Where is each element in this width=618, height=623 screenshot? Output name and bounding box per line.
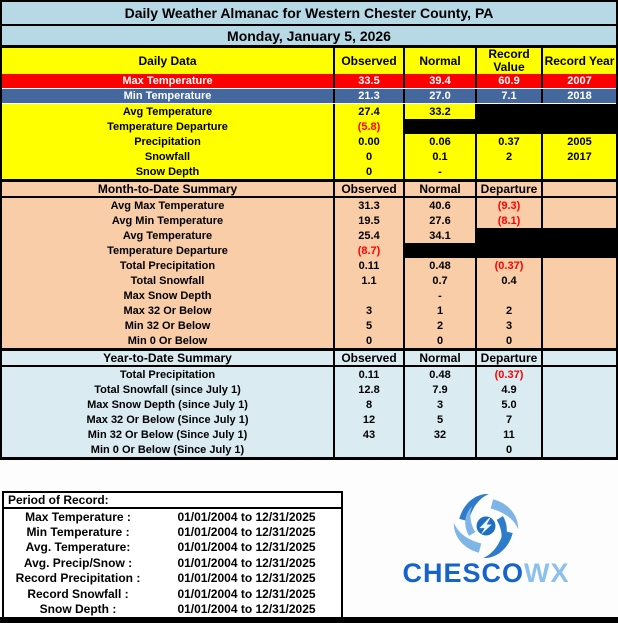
table-row-avg-temperature bbox=[2, 104, 616, 119]
cell-observed: 8 bbox=[333, 397, 403, 412]
period-row-max-temperature bbox=[4, 509, 341, 524]
cell-departure bbox=[475, 288, 541, 303]
table-row-min-0-or-below-mtd bbox=[2, 333, 616, 348]
cell-observed: 21.3 bbox=[333, 89, 403, 103]
page-title: Daily Weather Almanac for Western Chester County, PA bbox=[2, 2, 616, 24]
table-row-total-precipitation-mtd bbox=[2, 258, 616, 273]
cell-normal: 27.6 bbox=[403, 213, 475, 228]
row-label: Total Snowfall (since July 1) bbox=[94, 383, 241, 396]
column-header-observed: Observed bbox=[333, 48, 403, 74]
cell-normal: 5 bbox=[403, 412, 475, 427]
daily-header-row bbox=[2, 45, 616, 74]
cell-observed: 0 bbox=[333, 164, 403, 179]
cell-blacked-out bbox=[475, 104, 541, 119]
cell-normal: 0.1 bbox=[403, 149, 475, 164]
cell-blacked-out bbox=[475, 119, 541, 134]
cell-departure: 4.9 bbox=[475, 382, 541, 397]
cell-observed: 5 bbox=[333, 318, 403, 333]
cell-record-year: 2007 bbox=[541, 74, 616, 88]
period-label: Avg. Precip/Snow : bbox=[23, 555, 133, 570]
cell-record-year bbox=[541, 164, 616, 179]
cell-normal: 34.1 bbox=[403, 228, 475, 243]
table-row-total-snowfall-ytd bbox=[2, 382, 616, 397]
row-label: Max 32 Or Below bbox=[123, 304, 212, 317]
table-row-min-0-or-below-ytd bbox=[2, 442, 616, 457]
cell-record-value: 0.37 bbox=[475, 134, 541, 149]
period-row-snow-depth bbox=[4, 601, 341, 616]
column-header-normal: Normal bbox=[403, 182, 475, 196]
period-value: 01/01/2004 to 12/31/2025 bbox=[177, 509, 316, 524]
cell-blacked-out bbox=[475, 243, 541, 258]
row-label: Min 0 Or Below bbox=[127, 334, 208, 347]
cell-blank bbox=[541, 397, 616, 412]
table-row-precipitation bbox=[2, 134, 616, 149]
column-header-blank bbox=[541, 351, 616, 365]
table-row-avg-temperature-mtd bbox=[2, 228, 616, 243]
cell-observed: 0.11 bbox=[333, 367, 403, 382]
cell-observed: 27.4 bbox=[333, 104, 403, 119]
table-row-max-32-or-below-ytd bbox=[2, 412, 616, 427]
cell-record-value: 60.9 bbox=[475, 74, 541, 88]
cell-observed: 33.5 bbox=[333, 74, 403, 88]
cell-normal: 39.4 bbox=[403, 74, 475, 88]
cell-blacked-out bbox=[541, 243, 616, 258]
period-row-record-precipitation bbox=[4, 571, 341, 586]
cell-normal: 2 bbox=[403, 318, 475, 333]
brand-text-wx: WX bbox=[524, 558, 570, 588]
cell-normal: 32 bbox=[403, 427, 475, 442]
cell-observed: (8.7) bbox=[333, 243, 403, 258]
table-row-max-snow-depth-mtd bbox=[2, 288, 616, 303]
cell-departure: 0 bbox=[475, 442, 541, 457]
cell-observed: 3 bbox=[333, 303, 403, 318]
table-row-total-precipitation-ytd bbox=[2, 367, 616, 382]
cell-blank bbox=[541, 427, 616, 442]
cell-observed: 19.5 bbox=[333, 213, 403, 228]
cell-blacked-out bbox=[475, 228, 541, 243]
column-header-observed: Observed bbox=[333, 351, 403, 365]
period-value: 01/01/2004 to 12/31/2025 bbox=[177, 525, 316, 540]
column-header-blank bbox=[541, 182, 616, 196]
cell-normal: 1 bbox=[403, 303, 475, 318]
period-row-record-snowfall bbox=[4, 586, 341, 601]
cell-blank bbox=[541, 367, 616, 382]
cell-departure: 0.4 bbox=[475, 273, 541, 288]
period-label: Record Precipitation : bbox=[15, 571, 141, 586]
row-label: Max 32 Or Below (Since July 1) bbox=[86, 413, 249, 426]
row-label: Max Temperature bbox=[122, 75, 213, 87]
column-header-observed: Observed bbox=[333, 182, 403, 196]
cell-departure: (0.37) bbox=[475, 367, 541, 382]
row-label: Avg Min Temperature bbox=[111, 214, 224, 227]
cell-normal: 0.7 bbox=[403, 273, 475, 288]
period-of-record-title: Period of Record: bbox=[4, 493, 341, 509]
cell-observed: 12 bbox=[333, 412, 403, 427]
cell-blank bbox=[541, 318, 616, 333]
cell-observed: 0.00 bbox=[333, 134, 403, 149]
cell-departure: 7 bbox=[475, 412, 541, 427]
row-label: Min 0 Or Below (Since July 1) bbox=[90, 443, 245, 456]
period-row-avg-temperature bbox=[4, 540, 341, 555]
brand-text bbox=[366, 560, 606, 586]
cell-normal: 40.6 bbox=[403, 198, 475, 213]
cell-observed: (5.8) bbox=[333, 119, 403, 134]
period-value: 01/01/2004 to 12/31/2025 bbox=[177, 571, 316, 586]
cell-normal: 3 bbox=[403, 397, 475, 412]
cell-departure: 3 bbox=[475, 318, 541, 333]
cell-normal: 0 bbox=[403, 333, 475, 348]
cell-blacked-out bbox=[541, 104, 616, 119]
cell-normal: 27.0 bbox=[403, 89, 475, 103]
hurricane-icon bbox=[434, 494, 538, 558]
cell-blank bbox=[541, 412, 616, 427]
period-value: 01/01/2004 to 12/31/2025 bbox=[177, 602, 316, 617]
row-label: Avg Max Temperature bbox=[110, 199, 225, 212]
cell-departure: (0.37) bbox=[475, 258, 541, 273]
row-label: Temperature Departure bbox=[107, 120, 228, 133]
section-title-mtd: Month-to-Date Summary bbox=[97, 182, 238, 196]
cell-record-value: 7.1 bbox=[475, 89, 541, 103]
cell-normal bbox=[403, 442, 475, 457]
table-row-avg-min-temperature bbox=[2, 213, 616, 228]
cell-normal: - bbox=[403, 164, 475, 179]
cell-normal: 0.48 bbox=[403, 367, 475, 382]
cell-normal: - bbox=[403, 288, 475, 303]
cell-record-value bbox=[475, 164, 541, 179]
period-value: 01/01/2004 to 12/31/2025 bbox=[177, 555, 316, 570]
cell-blank bbox=[541, 258, 616, 273]
section-title-ytd: Year-to-Date Summary bbox=[103, 351, 232, 365]
cell-departure: 5.0 bbox=[475, 397, 541, 412]
cell-departure: (9.3) bbox=[475, 198, 541, 213]
column-header-normal: Normal bbox=[403, 48, 475, 74]
table-row-avg-max-temperature bbox=[2, 198, 616, 213]
row-label: Total Snowfall bbox=[130, 274, 205, 287]
cell-normal: 7.9 bbox=[403, 382, 475, 397]
period-label: Record Snowfall : bbox=[27, 586, 129, 601]
cell-blank bbox=[541, 273, 616, 288]
brand-text-chesco: CHESCO bbox=[402, 558, 524, 588]
cell-departure: (8.1) bbox=[475, 213, 541, 228]
row-label: Max Snow Depth (since July 1) bbox=[87, 398, 248, 411]
table-row-temperature-departure-mtd bbox=[2, 243, 616, 258]
cell-observed: 25.4 bbox=[333, 228, 403, 243]
row-label: Snowfall bbox=[144, 150, 191, 163]
row-label: Avg Temperature bbox=[122, 105, 213, 118]
cell-observed bbox=[333, 442, 403, 457]
period-label: Max Temperature : bbox=[25, 509, 131, 524]
cell-blank bbox=[541, 198, 616, 213]
cell-observed bbox=[333, 288, 403, 303]
cell-blank bbox=[541, 333, 616, 348]
column-header-record-value: Record Value bbox=[475, 48, 541, 74]
table-row-snowfall bbox=[2, 149, 616, 164]
bottom-border-bar bbox=[0, 617, 618, 623]
table-row-temperature-departure bbox=[2, 119, 616, 134]
column-header-record-year: Record Year bbox=[541, 48, 616, 74]
ytd-header-row bbox=[2, 348, 616, 367]
table-row-min-32-or-below-ytd bbox=[2, 427, 616, 442]
cell-record-value: 2 bbox=[475, 149, 541, 164]
cell-observed: 43 bbox=[333, 427, 403, 442]
table-row-min-temperature bbox=[2, 89, 616, 104]
cell-observed: 0.11 bbox=[333, 258, 403, 273]
table-row-snow-depth bbox=[2, 164, 616, 179]
cell-observed: 0 bbox=[333, 333, 403, 348]
row-label: Avg Temperature bbox=[122, 229, 213, 242]
cell-departure: 2 bbox=[475, 303, 541, 318]
row-label: Min Temperature bbox=[123, 90, 212, 102]
table-row-total-snowfall-mtd bbox=[2, 273, 616, 288]
table-row-max-snow-depth-ytd bbox=[2, 397, 616, 412]
cell-record-year: 2005 bbox=[541, 134, 616, 149]
period-label: Avg. Temperature: bbox=[25, 540, 131, 555]
period-row-min-temperature bbox=[4, 524, 341, 539]
row-label: Min 32 Or Below (Since July 1) bbox=[87, 428, 248, 441]
cell-blank bbox=[541, 213, 616, 228]
row-label: Total Precipitation bbox=[119, 368, 216, 381]
cell-blank bbox=[541, 382, 616, 397]
cell-normal: 0.48 bbox=[403, 258, 475, 273]
cell-blacked-out bbox=[541, 119, 616, 134]
cell-blank bbox=[541, 442, 616, 457]
cell-observed: 12.8 bbox=[333, 382, 403, 397]
row-label: Precipitation bbox=[134, 135, 201, 148]
cell-blacked-out bbox=[403, 243, 475, 258]
cell-normal: 0.06 bbox=[403, 134, 475, 149]
cell-record-year: 2017 bbox=[541, 149, 616, 164]
column-header-daily-data: Daily Data bbox=[138, 53, 197, 68]
period-label: Min Temperature : bbox=[26, 525, 130, 540]
period-value: 01/01/2004 to 12/31/2025 bbox=[177, 540, 316, 555]
table-row-max-temperature bbox=[2, 74, 616, 89]
table-row-min-32-or-below-mtd bbox=[2, 318, 616, 333]
period-label: Snow Depth : bbox=[39, 602, 117, 617]
period-row-avg-precip-snow bbox=[4, 555, 341, 570]
cell-blank bbox=[541, 303, 616, 318]
row-label: Snow Depth bbox=[135, 165, 200, 178]
row-label: Temperature Departure bbox=[107, 244, 228, 257]
cell-observed: 31.3 bbox=[333, 198, 403, 213]
cell-departure: 11 bbox=[475, 427, 541, 442]
column-header-normal: Normal bbox=[403, 351, 475, 365]
column-header-departure: Departure bbox=[475, 351, 541, 365]
chescowx-logo bbox=[366, 494, 606, 586]
cell-blacked-out bbox=[541, 228, 616, 243]
date-banner: Monday, January 5, 2026 bbox=[2, 24, 616, 45]
period-value: 01/01/2004 to 12/31/2025 bbox=[177, 586, 316, 601]
cell-blacked-out bbox=[403, 119, 475, 134]
cell-departure: 0 bbox=[475, 333, 541, 348]
cell-observed: 0 bbox=[333, 149, 403, 164]
row-label: Max Snow Depth bbox=[123, 289, 212, 302]
row-label: Total Precipitation bbox=[119, 259, 216, 272]
cell-normal: 33.2 bbox=[403, 104, 475, 119]
cell-observed: 1.1 bbox=[333, 273, 403, 288]
cell-record-year: 2018 bbox=[541, 89, 616, 103]
mtd-header-row bbox=[2, 179, 616, 198]
column-header-departure: Departure bbox=[475, 182, 541, 196]
period-of-record-box bbox=[2, 491, 343, 619]
table-row-max-32-or-below-mtd bbox=[2, 303, 616, 318]
cell-blank bbox=[541, 288, 616, 303]
row-label: Min 32 Or Below bbox=[124, 319, 211, 332]
